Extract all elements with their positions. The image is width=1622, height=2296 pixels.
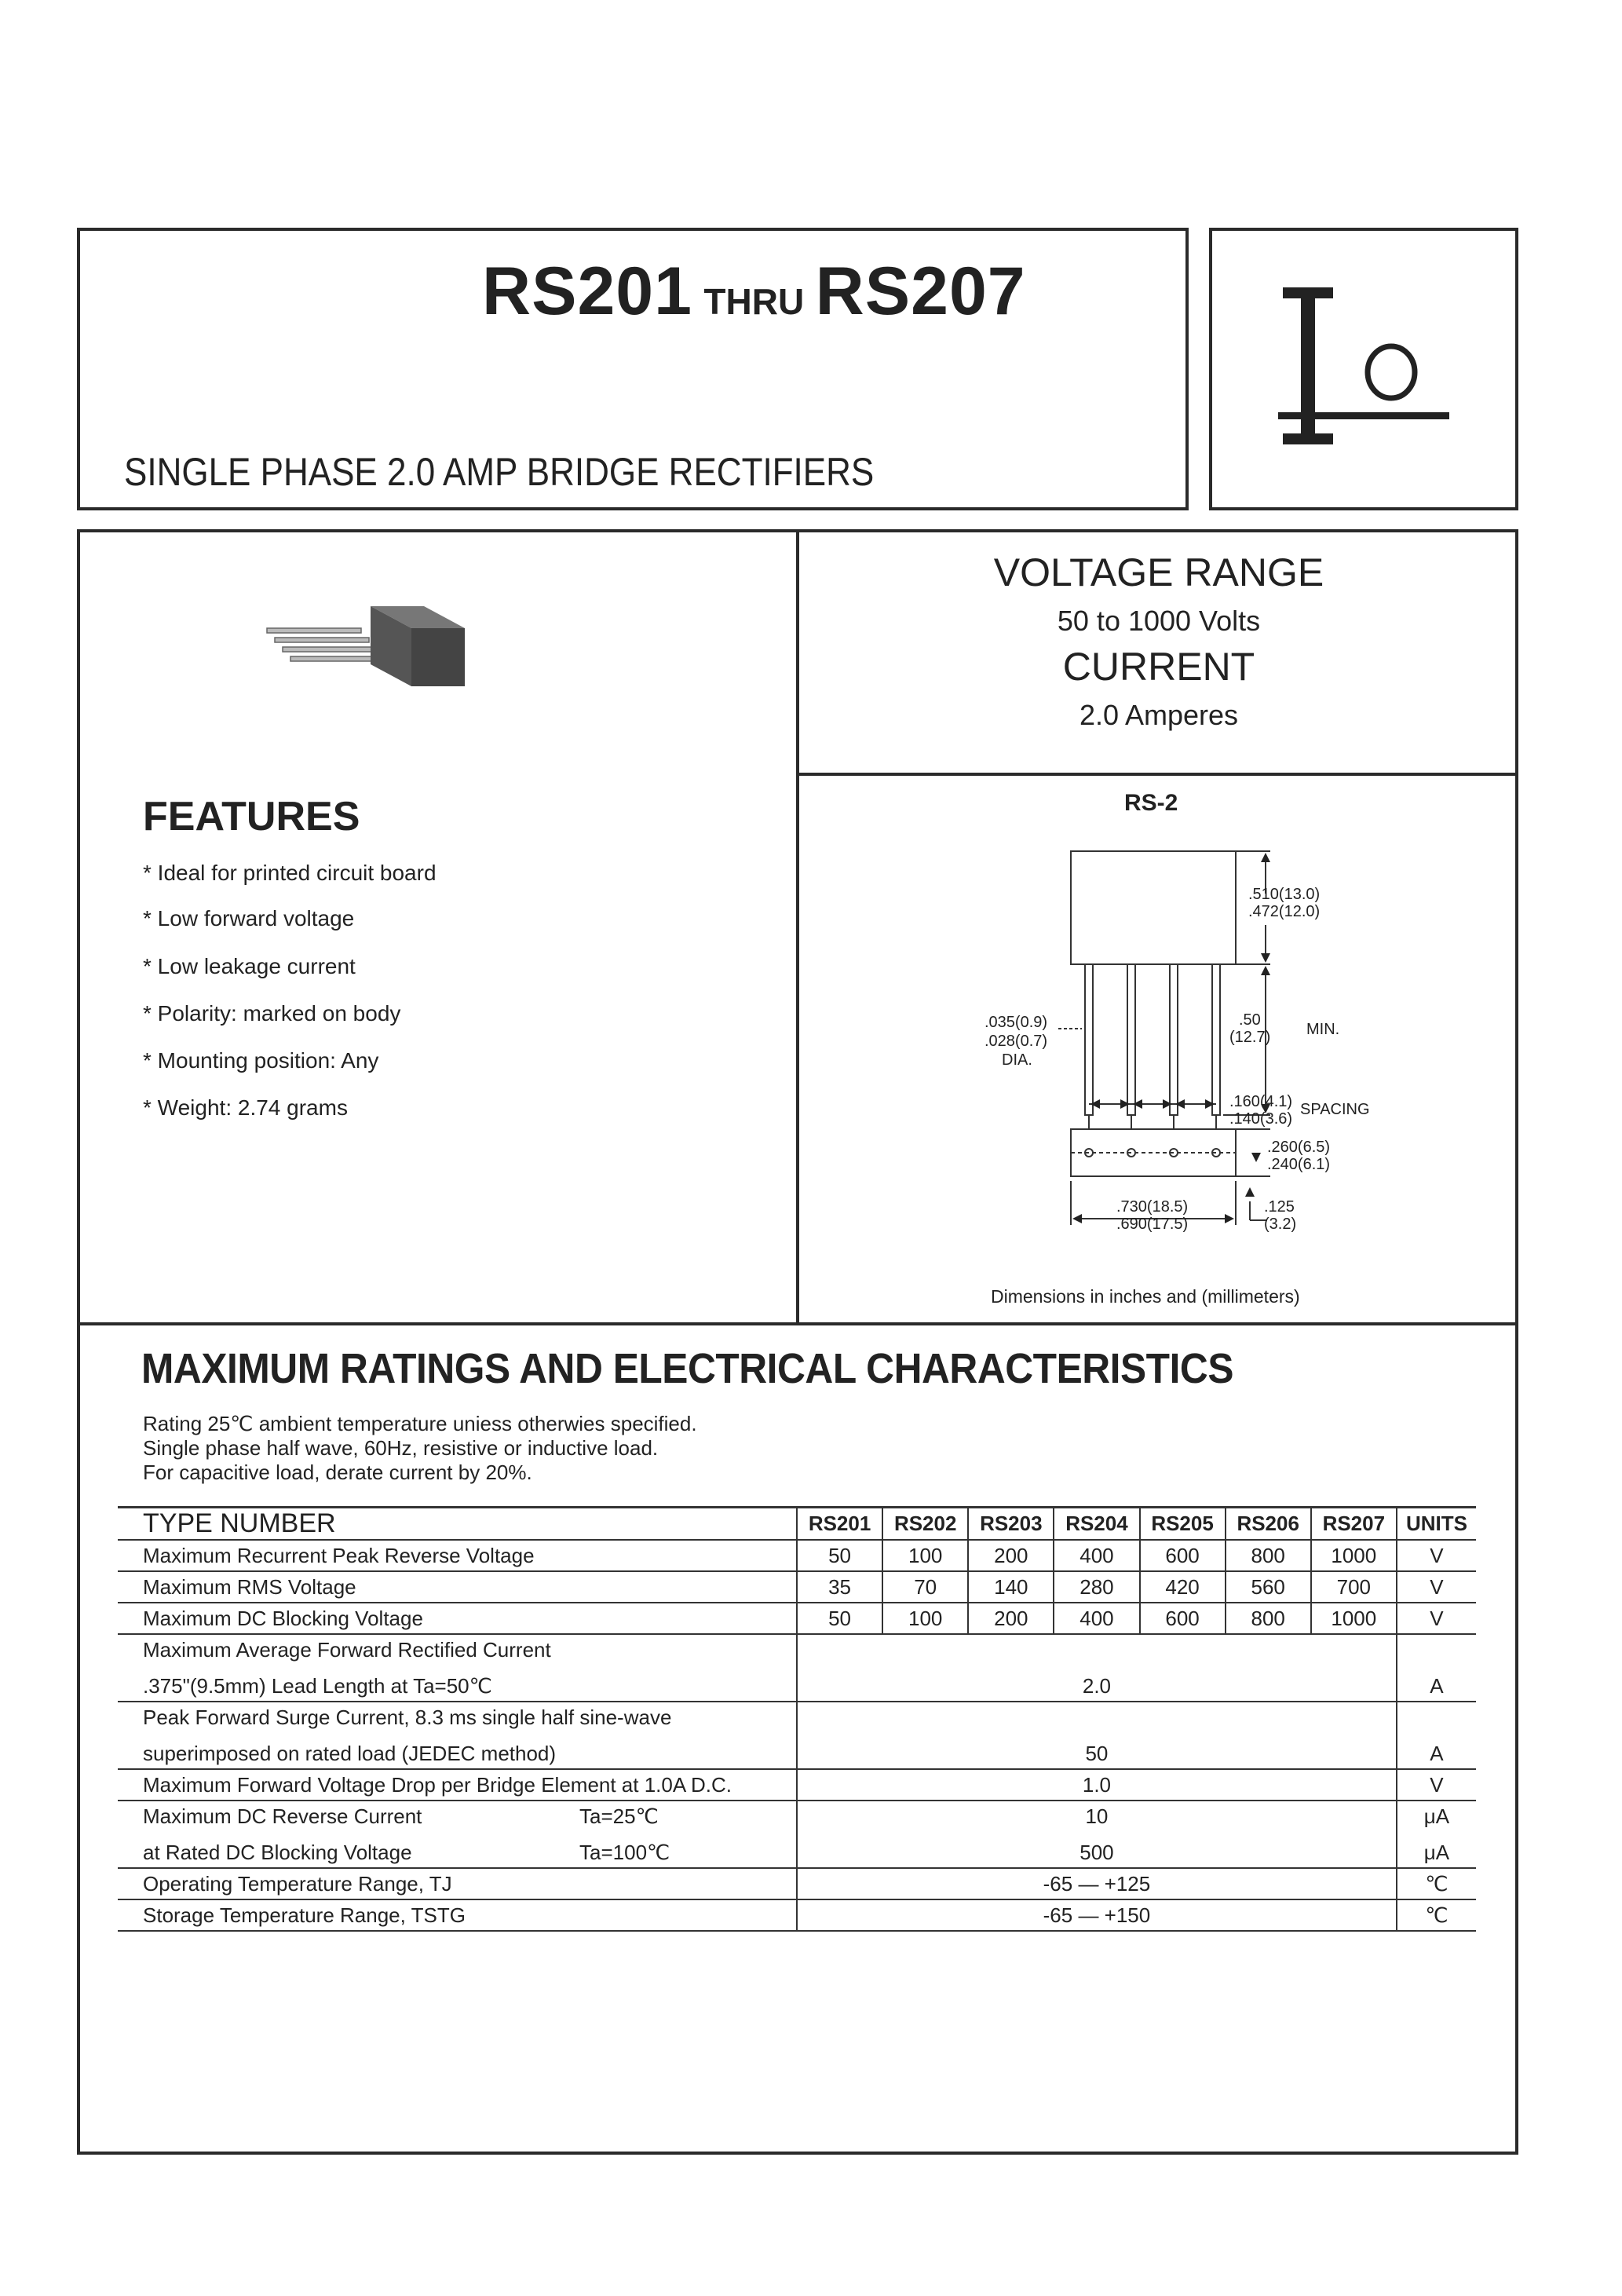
table-row [118, 1540, 1476, 1571]
cell: 800 [1226, 1603, 1311, 1634]
merged-cell [797, 1702, 1397, 1769]
dim-text: (12.7) [1229, 1029, 1271, 1046]
dim-thickness [1267, 1139, 1330, 1173]
ratings-table [118, 1506, 1476, 1932]
cell-value: 50 [1085, 1742, 1109, 1765]
cell: 560 [1226, 1571, 1311, 1603]
row-label-text: Maximum DC Reverse Current [143, 1804, 422, 1828]
merged-cell [797, 1634, 1397, 1702]
merged-cell: -65 — +150 [797, 1899, 1397, 1931]
feature-item: * Ideal for printed circuit board [143, 861, 437, 885]
table-row [118, 1899, 1476, 1931]
row-label-line: Peak Forward Surge Current, 8.3 ms single half sine-wave [143, 1706, 672, 1729]
condition-text: Ta=100℃ [579, 1841, 670, 1864]
column-header: RS206 [1226, 1508, 1311, 1541]
cell: 400 [1054, 1603, 1139, 1634]
specs-panel [799, 550, 1518, 732]
row-label-line [143, 1837, 793, 1867]
company-logo [1209, 228, 1518, 510]
feature-item: * Mounting position: Any [143, 1048, 379, 1073]
row-label: Maximum DC Blocking Voltage [118, 1603, 797, 1634]
cell: 50 [797, 1540, 882, 1571]
row-label [118, 1634, 797, 1702]
header-box [77, 228, 1189, 510]
unit-cell: V [1397, 1571, 1476, 1603]
current-label: CURRENT [1062, 645, 1255, 689]
cell: 420 [1140, 1571, 1226, 1603]
features-heading: FEATURES [143, 794, 360, 839]
unit-value: A [1430, 1742, 1444, 1765]
table-row [118, 1702, 1476, 1769]
note-line: Rating 25℃ ambient temperature uniess otherwies specified. [143, 1412, 697, 1435]
ratings-notes [143, 1412, 697, 1485]
column-header: RS207 [1311, 1508, 1397, 1541]
column-header: RS202 [882, 1508, 968, 1541]
row-label-text: at Rated DC Blocking Voltage [143, 1841, 412, 1864]
units-header: UNITS [1397, 1508, 1476, 1541]
cell: 50 [797, 1603, 882, 1634]
dim-text: .140(3.6) [1229, 1110, 1293, 1128]
thru-label: THRU [703, 281, 805, 322]
specs-divider [798, 773, 1517, 776]
merged-cell: 1.0 [797, 1769, 1397, 1801]
cell: 140 [968, 1571, 1054, 1603]
component-image [259, 597, 479, 699]
cell: 800 [1226, 1540, 1311, 1571]
package-label: RS-2 [1124, 790, 1178, 816]
unit-value: μA [1423, 1841, 1450, 1864]
row-label: Maximum Recurrent Peak Reverse Voltage [118, 1540, 797, 1571]
table-row [118, 1868, 1476, 1899]
unit-cell: V [1397, 1769, 1476, 1801]
dim-text: .160(4.1) [1229, 1093, 1293, 1110]
dim-text: .472(12.0) [1248, 903, 1321, 920]
row-label-line: Maximum Average Forward Rectified Current [143, 1638, 551, 1662]
cell: 200 [968, 1603, 1054, 1634]
table-row [118, 1634, 1476, 1702]
part-start: RS201 [482, 254, 692, 329]
table-row [118, 1571, 1476, 1603]
row-label: Maximum Forward Voltage Drop per Bridge Element at 1.0A D.C. [118, 1769, 797, 1801]
unit-value: μA [1423, 1804, 1450, 1828]
unit-cell [1397, 1634, 1476, 1702]
current-value: 2.0 Amperes [1079, 699, 1239, 731]
merged-cell [797, 1801, 1397, 1868]
dim-text: .730(18.5) [1116, 1198, 1189, 1216]
cell: 400 [1054, 1540, 1139, 1571]
cell: 700 [1311, 1571, 1397, 1603]
page-subtitle: SINGLE PHASE 2.0 AMP BRIDGE RECTIFIERS [124, 450, 875, 494]
feature-item: * Low leakage current [143, 954, 356, 978]
row-label: Storage Temperature Range, TSTG [118, 1899, 797, 1931]
dim-spacing-label: SPACING [1300, 1101, 1370, 1118]
ratings-heading: MAXIMUM RATINGS AND ELECTRICAL CHARACTERISTICS [141, 1345, 1234, 1392]
merged-cell: -65 — +125 [797, 1868, 1397, 1899]
cell: 35 [797, 1571, 882, 1603]
page-title [482, 253, 1026, 331]
cell: 600 [1140, 1540, 1226, 1571]
row-label: Operating Temperature Range, TJ [118, 1868, 797, 1899]
cell-value: 2.0 [1082, 1674, 1112, 1698]
unit-cell: ℃ [1397, 1868, 1476, 1899]
unit-cell: ℃ [1397, 1899, 1476, 1931]
dim-text: .028(0.7) [985, 1033, 1048, 1050]
column-header: RS205 [1140, 1508, 1226, 1541]
dim-text: .510(13.0) [1248, 886, 1321, 903]
feature-item: * Low forward voltage [143, 906, 355, 930]
unit-cell: V [1397, 1540, 1476, 1571]
cell: 70 [882, 1571, 968, 1603]
dim-text: (3.2) [1264, 1216, 1297, 1233]
unit-value: A [1430, 1674, 1444, 1698]
row-label-line [143, 1801, 793, 1831]
dim-text: .50 [1239, 1011, 1261, 1029]
unit-cell [1397, 1801, 1476, 1868]
dim-text: .035(0.9) [985, 1014, 1048, 1031]
cell-value: 500 [1080, 1841, 1114, 1864]
feature-item: * Polarity: marked on body [143, 1001, 401, 1026]
column-header: RS201 [797, 1508, 882, 1541]
dim-diameter [985, 1013, 1047, 1069]
cell-value: 10 [1085, 1804, 1109, 1828]
dim-height [1248, 886, 1320, 920]
dim-text: .260(6.5) [1267, 1139, 1331, 1156]
table-row [118, 1801, 1476, 1868]
dim-text: .125 [1264, 1198, 1295, 1216]
row-label-line: superimposed on rated load (JEDEC method) [143, 1742, 557, 1765]
dim-text: DIA. [1002, 1051, 1032, 1069]
row-label: Maximum RMS Voltage [118, 1571, 797, 1603]
cell: 280 [1054, 1571, 1139, 1603]
part-end: RS207 [815, 254, 1026, 329]
dim-width [1116, 1198, 1188, 1233]
table-row [118, 1603, 1476, 1634]
cell: 100 [882, 1540, 968, 1571]
dimension-caption: Dimensions in inches and (millimeters) [991, 1286, 1300, 1307]
logo-box [1209, 228, 1518, 510]
cell: 1000 [1311, 1540, 1397, 1571]
dim-edge [1264, 1198, 1296, 1233]
voltage-range-value: 50 to 1000 Volts [1057, 605, 1261, 637]
row-label [118, 1702, 797, 1769]
cell: 200 [968, 1540, 1054, 1571]
unit-cell: V [1397, 1603, 1476, 1634]
note-line: For capacitive load, derate current by 20%. [143, 1461, 532, 1484]
unit-cell [1397, 1702, 1476, 1769]
column-header: RS203 [968, 1508, 1054, 1541]
table-header-row [118, 1508, 1476, 1541]
dim-lead-min: MIN. [1306, 1021, 1340, 1038]
column-header: RS204 [1054, 1508, 1139, 1541]
feature-item: * Weight: 2.74 grams [143, 1095, 348, 1120]
note-line: Single phase half wave, 60Hz, resistive or inductive load. [143, 1436, 659, 1460]
row-label-line: .375"(9.5mm) Lead Length at Ta=50℃ [143, 1674, 492, 1698]
voltage-range-label: VOLTAGE RANGE [993, 550, 1324, 594]
table-row [118, 1769, 1476, 1801]
cell: 600 [1140, 1603, 1226, 1634]
dim-text: .690(17.5) [1116, 1216, 1189, 1233]
condition-text: Ta=25℃ [579, 1804, 659, 1828]
dim-spacing [1229, 1093, 1292, 1128]
dim-text: .240(6.1) [1267, 1156, 1331, 1173]
cell: 1000 [1311, 1603, 1397, 1634]
cell: 100 [882, 1603, 968, 1634]
type-number-label: TYPE NUMBER [118, 1508, 797, 1541]
row-label [118, 1801, 797, 1868]
dim-lead-length [1229, 1011, 1270, 1046]
